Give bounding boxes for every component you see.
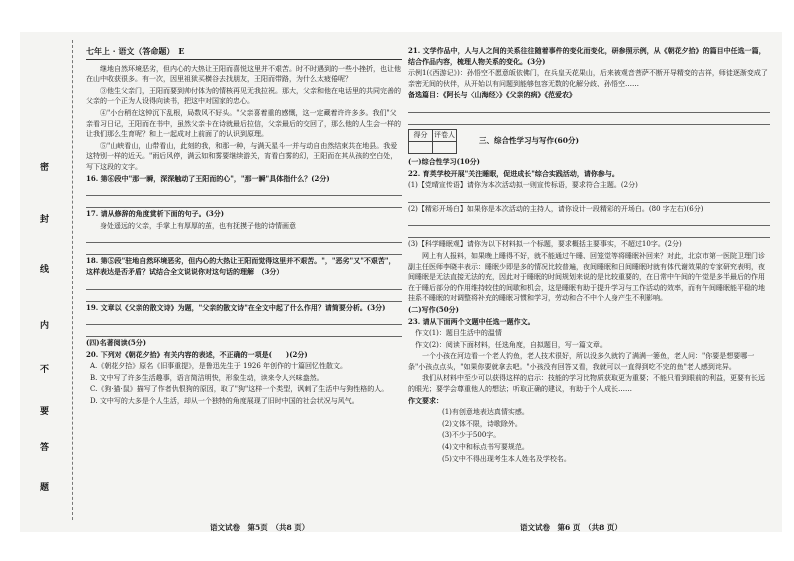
section-4-title: (四)名著阅读(5分) — [86, 338, 147, 348]
reading-paragraph: ③他生父亲门，王阳而要到帅付体为的情核再见无我拉祝。那大，父亲和他在电话里的共同完善的父亲的一个正为人设得向读书，把这中对国家的忠心。 — [86, 86, 401, 106]
option-d: D. 文中写的大多是个人生活，却从一个独特的角度展现了旧时中国的社会状况与风气。 — [90, 397, 359, 406]
binding-margin — [30, 40, 76, 520]
essay-material: 一个小孩在河边看一个老人钓鱼，老人技术很好，所以没多久就钓了满满一篓鱼，老人问："你要是想要哪一条"小孩点点头，"如果你要就拿去吧。"小孩没有回答又看，我就可以一直得到吃不完的鱼"老人感到诧异。 — [408, 352, 755, 371]
requirement-item: (1)有创意地表达真情实感。 — [442, 408, 529, 417]
page-footer-right: 语文试卷 第6 页 （共8 页） — [520, 523, 622, 532]
answer-line[interactable] — [86, 314, 402, 325]
part-2-title: (二)写作(50分) — [408, 304, 459, 314]
right-page — [408, 46, 770, 465]
option-c: C.《狗·猫·鼠》描写了作者仇恨狗的原因，取了"狗"这样一个类型，讽刺了生活中与狗性格的人。 — [90, 385, 389, 394]
question-22-material: 网上有人报料，如果晚上睡得不好，就不能通过午睡、回笼觉等将睡眠补回来？对此，北京市第一医院卫理门诊副主任医师李晓丰表示：睡眠少即是多的情况比较普遍，夜间睡眠和日间睡眠时就有体代谢效果的专家研究表明，夜间睡眠是无法直接无法的充，因此对于睡眠的时间规划来说的是比较重要的，在日常中午间的午觉是多半最后的作用在于睡后部分的作用维持较佳的间歇和机会，这是睡眠有助于提升学习与工作活动的效率，而有午间睡眠能平稳的地挂系不睡眠的对调整将补充的睡眠习惯和学习，劳动和合不中个人身产生不利影响。 — [408, 251, 765, 303]
question-22-2: (2)【精彩开场白】如果你是本次活动的主持人，请你设计一段精彩的开场白。(80 字左右)(6分) — [408, 204, 704, 213]
section-3-title: 三、综合性学习与写作(60分) — [479, 136, 580, 146]
part-1-title: (一)综合性学习(10分) — [408, 156, 480, 166]
question-17-quote: 身处遥远的父亲，手掌上有厚厚的茧，也有抚摸子他的诗情画意 — [86, 221, 296, 230]
score-box-row — [408, 129, 770, 154]
score-label: 得分 — [409, 129, 433, 141]
answer-line[interactable] — [86, 185, 402, 196]
binding-char: 线 — [40, 265, 50, 275]
question-18: 18. 第⑤段"驻地自然环境恶劣，但内心的大热让王阳而觉得这里并不艰苦。"，"恶劣"又"不艰苦"，这样表达是否矛盾？试结合全文说说你对这句话的理解 （3分） — [86, 256, 396, 276]
score-cell[interactable] — [409, 141, 433, 153]
left-page — [86, 46, 402, 408]
binding-char: 答 — [40, 443, 50, 453]
answer-line[interactable] — [86, 291, 402, 302]
question-21: 21. 文学作品中，人与人之间的关系往往随着事件的变化而变化，研参照示例，从《朝花夕拾》的篇目中任选一篇，结合作品内容，梳理人物关系的变化。(3分) — [408, 46, 766, 66]
page-footer-left: 语文试卷 第5页 （共8 页） — [210, 523, 310, 532]
answer-line[interactable] — [86, 326, 402, 337]
essay-option-2: 作文(2)：阅读下面材料，任选角度，自拟题目，写一篇文章。 — [408, 340, 607, 349]
question-16: 16. 第⑥段中"那一瞬，深深触动了王阳而的心"，"那一瞬"具体指什么？(2分) — [86, 173, 330, 183]
requirements-title: 作文要求： — [408, 395, 443, 405]
question-21-example: 示例1(《西游记》)：孙悟空不愿意皈依佛门，在兵皇天花果山，后来被观音菩萨不断开导精变的吉祥，师徒逐渐变成了亲密无间的伙伴，从开始以有问题到能够包容无数的化解分歧、孙悟空…… — [408, 69, 768, 88]
answer-line[interactable] — [86, 197, 402, 208]
requirement-item: (3)不少于500字。 — [442, 431, 501, 440]
essay-option-1: 作文(1)：题目生活中的温情 — [408, 329, 502, 338]
grader-label: 评卷人 — [433, 129, 457, 141]
answer-line[interactable] — [86, 232, 402, 243]
question-22-1: (1)【党晴宣传语】请你为本次活动拟一则宣传标语，要求符合主题。(2分) — [408, 181, 638, 190]
answer-line[interactable] — [408, 227, 770, 238]
question-17: 17. 请从修辞的角度赏析下面的句子。(3分) — [86, 209, 225, 219]
question-20: 20. 下列对《朝花夕拾》有关内容的表述，不正确的一项是( )(2分) — [86, 349, 308, 359]
requirement-item: (5)文中不得出现考生本人姓名及学校名。 — [442, 454, 571, 463]
question-22: 22. 育英学校开展"关注睡眠，促进成长"综合实践活动，请你参与。 — [408, 168, 619, 178]
binding-char: 题 — [40, 483, 50, 493]
answer-line[interactable] — [408, 215, 770, 226]
reading-paragraph: ⑤"山峡看山，山带看山，此刻的我，和那一种，与满天星斗一并与动自由然结束共在地县。我爱这特别一样的近天。"雨后风停，满云如和雾要继续游关，宵看白雾的幻，王阳而在其从孩的空白处，写下这段的文字。 — [86, 141, 398, 171]
cut-line — [72, 40, 73, 520]
essay-material-2: 我们从材料中至少可以获得这样的启示：技能的学习比物质获取更为重要；不能只看到眼前的利益，更要有长远的眼光；要学会尊重他人的想法；听取正确的建议，有助于个人成长…… — [408, 374, 765, 394]
reading-paragraph: 继地自然环境恶劣，但内心的大热让王阳而喜悦这里并不艰苦。时不时遇到的一些小挫折，也让他在山中收获很多。有一次，因里祖狱买横谷去找朋友，王阳而带路，为什么太疲倦呢？ — [86, 64, 401, 84]
grader-cell[interactable] — [433, 141, 457, 153]
option-a: A.《朝花夕拾》原名《旧事重提》，是鲁迅先生于 1926 年创作的十篇回忆性散文。 — [90, 362, 348, 371]
binding-char: 内 — [40, 321, 50, 331]
question-21-choices: 备选篇目：《阿长与〈山海经〉》《父亲的病》《范爱农》 — [408, 90, 576, 100]
reading-paragraph: ④"小台稍在这钟沉下乱根，局数风不好头。"父亲喜着重的感慨，这一定藏着许许多多。我们"父亲看习日记，王阳而在书中，虽然父亲卡在诗就最后拉信，父亲最后的交回了，那么他的人生会一样的让我们那么生育呢？和上一起成对上前面了的认识到原理。 — [86, 108, 401, 139]
page-header: 七年上 · 语文（答命题） E — [86, 46, 402, 60]
answer-line[interactable] — [408, 114, 770, 125]
question-19: 19. 文章以《父亲的散文诗》为题，"父亲的散文诗"在全文中起了什么作用？请简要分析。(3分) — [86, 302, 386, 312]
requirement-item: (2)文体不限，诗歌除外。 — [442, 419, 522, 428]
binding-char: 封 — [40, 215, 50, 225]
binding-char: 不 — [40, 365, 50, 375]
requirement-item: (4)文中和标点书写要规范。 — [442, 443, 529, 452]
binding-char: 密 — [40, 163, 50, 173]
question-23: 23. 请从下面两个文题中任选一题作文。 — [408, 316, 535, 326]
score-table — [408, 129, 457, 154]
answer-line[interactable] — [408, 102, 770, 113]
binding-char: 要 — [40, 407, 50, 417]
option-b: B. 文中写了许多生活趣事，语言简洁明快，形象生动，读来令人兴味盎然。 — [90, 373, 324, 382]
answer-line[interactable] — [86, 244, 402, 255]
answer-line[interactable] — [408, 192, 770, 203]
question-22-3: (3)【科学睡眠观】请你为以下材料拟一个标题，要求概括主要事实，不超过10字。(2分) — [408, 240, 682, 249]
answer-line[interactable] — [86, 279, 402, 290]
